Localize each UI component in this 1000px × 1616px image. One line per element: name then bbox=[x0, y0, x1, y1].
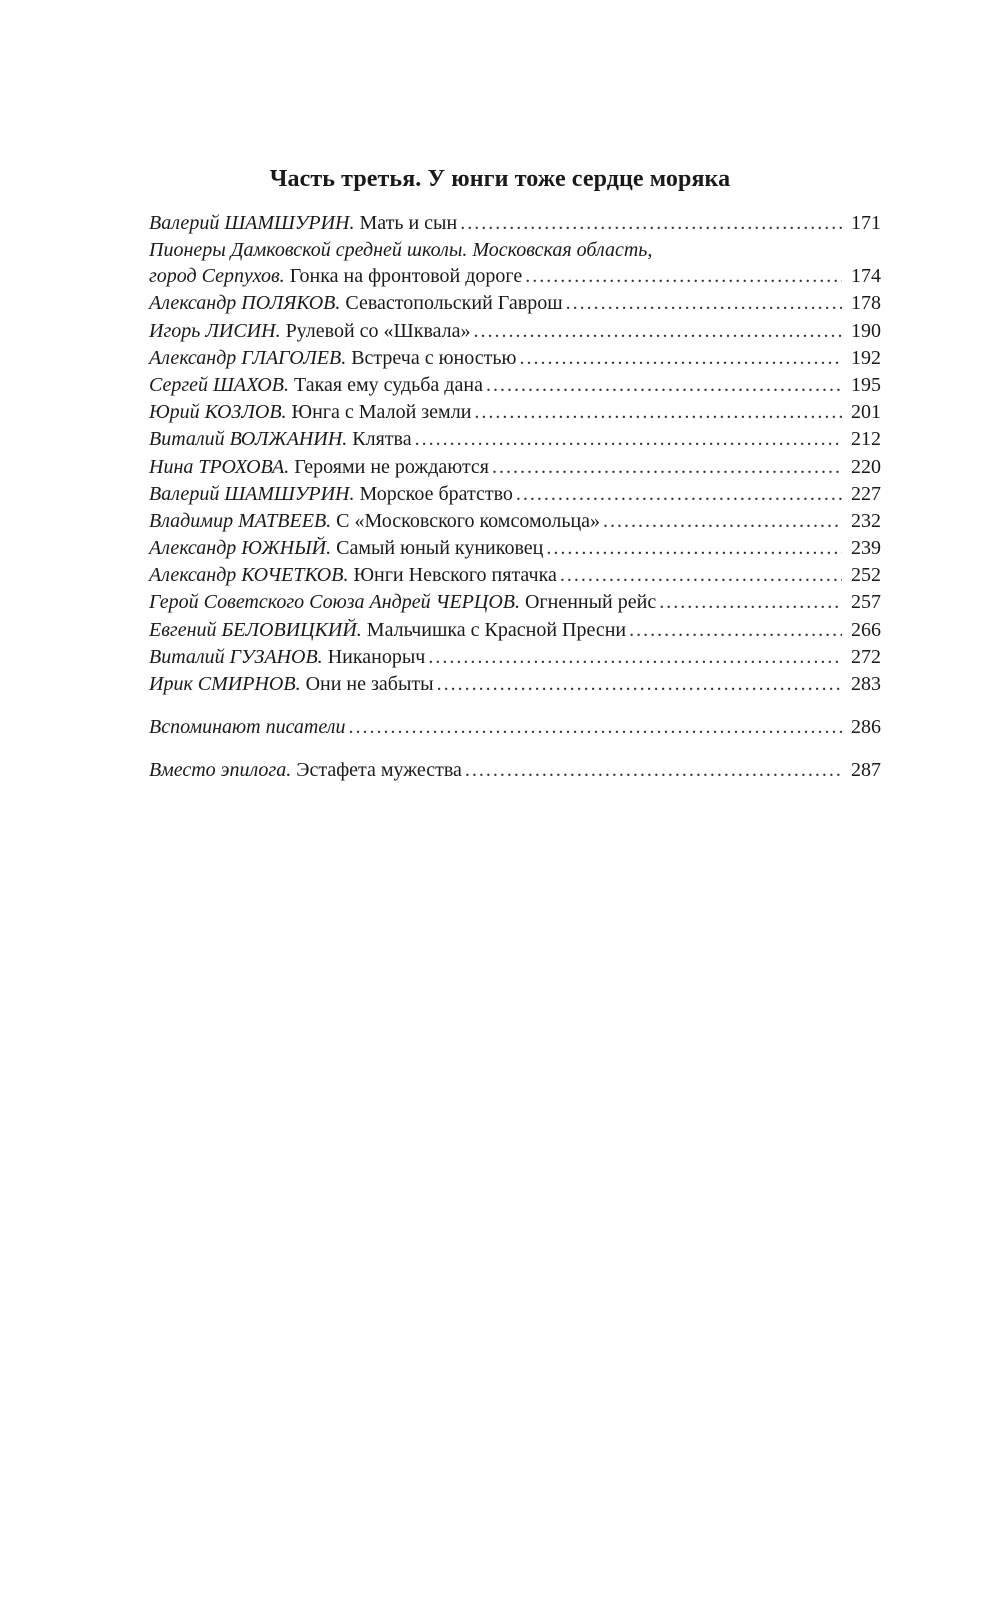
entry-author: Александр ГЛАГОЛЕВ. bbox=[149, 346, 347, 369]
toc-entry-writers bbox=[149, 714, 881, 741]
entry-page-number: 232 bbox=[851, 509, 881, 532]
entry-page-number: 257 bbox=[851, 591, 881, 614]
toc-entry bbox=[149, 589, 881, 616]
entry-page-number: 174 bbox=[851, 265, 881, 288]
entry-title: Юнга с Малой земли bbox=[291, 401, 472, 424]
dot-leader bbox=[348, 714, 842, 741]
entry-page-number: 252 bbox=[851, 564, 881, 587]
toc-entry bbox=[149, 372, 881, 399]
entry-title: Клятва bbox=[352, 428, 412, 451]
entry-title: Мальчишка с Красной Пресни bbox=[366, 618, 627, 641]
entry-author: Ирик СМИРНОВ. bbox=[149, 673, 301, 695]
entry-title: Мать и сын bbox=[359, 212, 458, 234]
entry-title: Рулевой со «Шквала» bbox=[285, 319, 471, 342]
entry-author: Вместо эпилога. bbox=[149, 759, 292, 782]
dot-leader bbox=[486, 372, 842, 399]
entry-author: Валерий ШАМШУРИН. bbox=[149, 482, 355, 505]
entry-page-number: 190 bbox=[851, 319, 881, 342]
entry-author: Нина ТРОХОВА. bbox=[149, 455, 290, 478]
dot-leader bbox=[474, 399, 842, 426]
entry-author: Александр ЮЖНЫЙ. bbox=[149, 537, 332, 560]
entry-title: Севастопольский Гаврош bbox=[345, 292, 563, 315]
entry-title: Самый юный куниковец bbox=[336, 537, 544, 560]
entry-page-number: 220 bbox=[851, 455, 881, 478]
entry-title: Такая ему судьба дана bbox=[293, 373, 483, 396]
dot-leader bbox=[415, 426, 842, 453]
toc-entry bbox=[149, 562, 881, 589]
toc-entry bbox=[149, 399, 881, 426]
entry-title: Встреча с юностью bbox=[351, 346, 517, 369]
toc-entry-first-line bbox=[149, 237, 881, 263]
dot-leader bbox=[428, 644, 842, 671]
dot-leader bbox=[460, 210, 842, 237]
entry-author: Герой Советского Союза Андрей ЧЕРЦОВ. bbox=[149, 591, 520, 614]
entry-page-number: 227 bbox=[851, 482, 881, 505]
entry-author: город Серпухов. bbox=[149, 265, 285, 288]
entry-author: Виталий ГУЗАНОВ. bbox=[149, 645, 323, 668]
toc-entry bbox=[149, 644, 881, 671]
section-heading: Часть третья. У юнги тоже сердце моряка bbox=[269, 166, 731, 192]
entry-page-number: 287 bbox=[851, 759, 881, 782]
dot-leader bbox=[566, 290, 842, 317]
dot-leader bbox=[516, 481, 842, 508]
entry-page-number: 171 bbox=[851, 212, 881, 234]
entry-title: Юнги Невского пятачка bbox=[353, 564, 557, 587]
entry-title: Гонка на фронтовой дороге bbox=[289, 265, 523, 288]
dot-leader bbox=[603, 508, 842, 535]
entry-page-number: 283 bbox=[851, 673, 881, 695]
entry-page-number: 195 bbox=[851, 373, 881, 396]
entry-page-number: 266 bbox=[851, 618, 881, 641]
toc-entry bbox=[149, 617, 881, 644]
dot-leader bbox=[465, 757, 842, 784]
toc-entry bbox=[149, 671, 881, 698]
entry-author: Александр КОЧЕТКОВ. bbox=[149, 564, 349, 587]
toc-entry-epilogue bbox=[149, 757, 881, 784]
entry-page-number: 239 bbox=[851, 537, 881, 560]
dot-leader bbox=[560, 562, 842, 589]
entry-page-number: 286 bbox=[851, 716, 881, 739]
entry-title: Героями не рождаются bbox=[294, 455, 490, 478]
toc-entry bbox=[149, 535, 881, 562]
entry-author: Игорь ЛИСИН. bbox=[149, 319, 281, 342]
dot-leader bbox=[492, 454, 842, 481]
toc-entry bbox=[149, 454, 881, 481]
dot-leader bbox=[546, 535, 842, 562]
toc-entry bbox=[149, 481, 881, 508]
table-of-contents bbox=[149, 210, 881, 785]
entry-author: Сергей ШАХОВ. bbox=[149, 373, 289, 396]
toc-entry bbox=[149, 290, 881, 317]
entry-title: Никанорыч bbox=[327, 645, 426, 668]
toc-entry bbox=[149, 426, 881, 453]
entry-author: Виталий ВОЛЖАНИН. bbox=[149, 428, 348, 451]
entry-author: Валерий ШАМШУРИН. bbox=[149, 212, 355, 234]
entry-author: Вспоминают писатели bbox=[149, 716, 346, 739]
entry-title: Морское братство bbox=[359, 482, 513, 505]
toc-entry bbox=[149, 318, 881, 345]
entry-author: Владимир МАТВЕЕВ. bbox=[149, 509, 332, 532]
toc-entry bbox=[149, 345, 881, 372]
dot-leader bbox=[519, 345, 842, 372]
entry-page-number: 212 bbox=[851, 428, 881, 451]
entry-title: Они не забыты bbox=[305, 673, 434, 695]
entry-title: С «Московского комсомольца» bbox=[336, 509, 601, 532]
entry-title: Эстафета мужества bbox=[296, 759, 462, 782]
entry-page-number: 192 bbox=[851, 346, 881, 369]
entry-author: Пионеры Дамковской средней школы. Московская область, bbox=[149, 239, 653, 262]
entry-page-number: 201 bbox=[851, 401, 881, 424]
toc-entry bbox=[149, 263, 881, 290]
entry-title: Огненный рейс bbox=[524, 591, 657, 614]
dot-leader bbox=[437, 671, 842, 698]
entry-author: Юрий КОЗЛОВ. bbox=[149, 401, 287, 424]
entry-author: Александр ПОЛЯКОВ. bbox=[149, 292, 341, 315]
toc-entry bbox=[149, 210, 881, 237]
entry-author: Евгений БЕЛОВИЦКИЙ. bbox=[149, 618, 362, 641]
dot-leader bbox=[525, 263, 842, 290]
dot-leader bbox=[629, 617, 842, 644]
entry-page-number: 272 bbox=[851, 645, 881, 668]
entry-page-number: 178 bbox=[851, 292, 881, 315]
dot-leader bbox=[474, 318, 842, 345]
dot-leader bbox=[659, 589, 842, 616]
toc-entry bbox=[149, 508, 881, 535]
